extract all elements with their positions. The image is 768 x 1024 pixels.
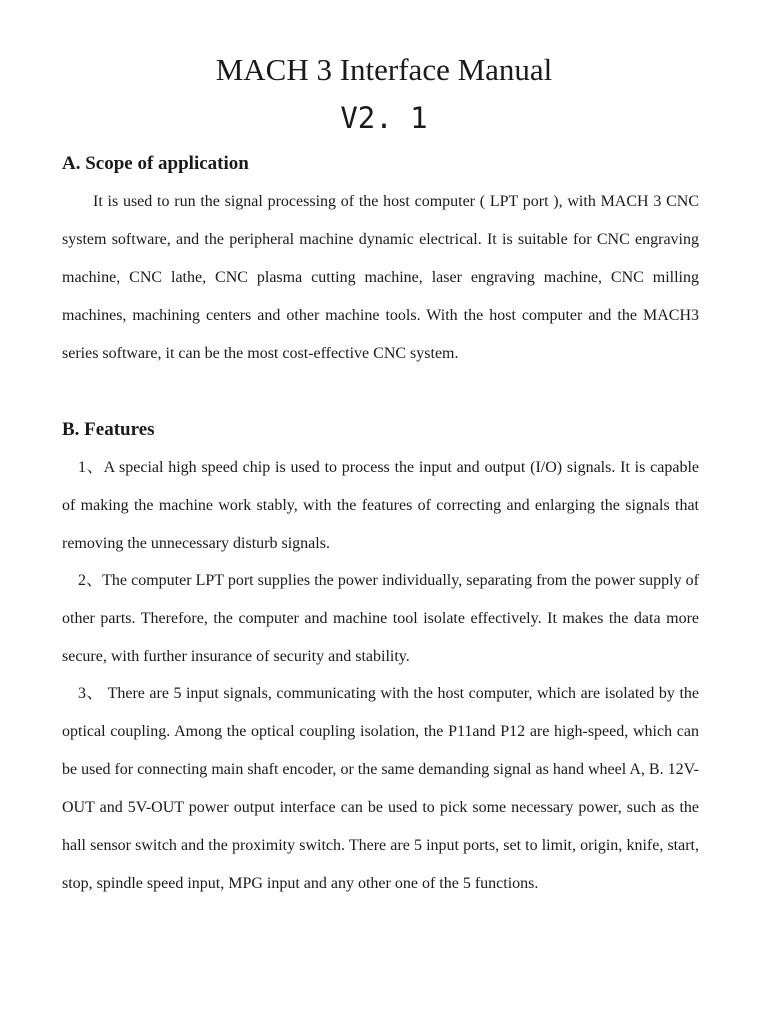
feature-item-3: 3、 There are 5 input signals, communicating with the host computer, which are isolated by the optical coupling. Among the optical coupling isolation, the P11and P12 are high-speed, which can be used for connecting main shaft encoder, or the same demanding signal as hand wheel A, B. 12V-OUT and 5V-OUT power output interface can be used to pick some necessary power, such as the hall sensor switch and the proximity switch. There are 5 input ports, set to limit, origin, knife, start, stop, spindle speed input, MPG input and any other one of the 5 functions. <box>62 685 700 892</box>
section-a-paragraph: It is used to run the signal processing of the host computer ( LPT port ), with MACH 3 CNC system software, and the peripheral machine dynamic electrical. It is suitable for CNC engraving machine, CNC lathe, CNC plasma cutting machine, laser engraving machine, CNC milling machines, machining centers and other machine tools. With the host computer and the MACH3 series software, it can be the most cost-effective CNC system. <box>62 193 699 362</box>
feature-item-1: 1、A special high speed chip is used to process the input and output (I/O) signals. It is capable of making the machine work stably, with the features of correcting and enlarging the signals that removing the unnecessary disturb signals. <box>62 459 699 552</box>
feature-item-2: 2、The computer LPT port supplies the power individually, separating from the power supply of other parts. Therefore, the computer and machine tool isolate effectively. It makes the data more secure, with further insurance of security and stability. <box>62 572 699 665</box>
section-a-heading: A. Scope of application <box>62 153 249 174</box>
document-version: V2. 1 <box>340 101 428 135</box>
section-b-heading: B. Features <box>62 419 155 440</box>
document-title: MACH 3 Interface Manual <box>215 52 553 87</box>
